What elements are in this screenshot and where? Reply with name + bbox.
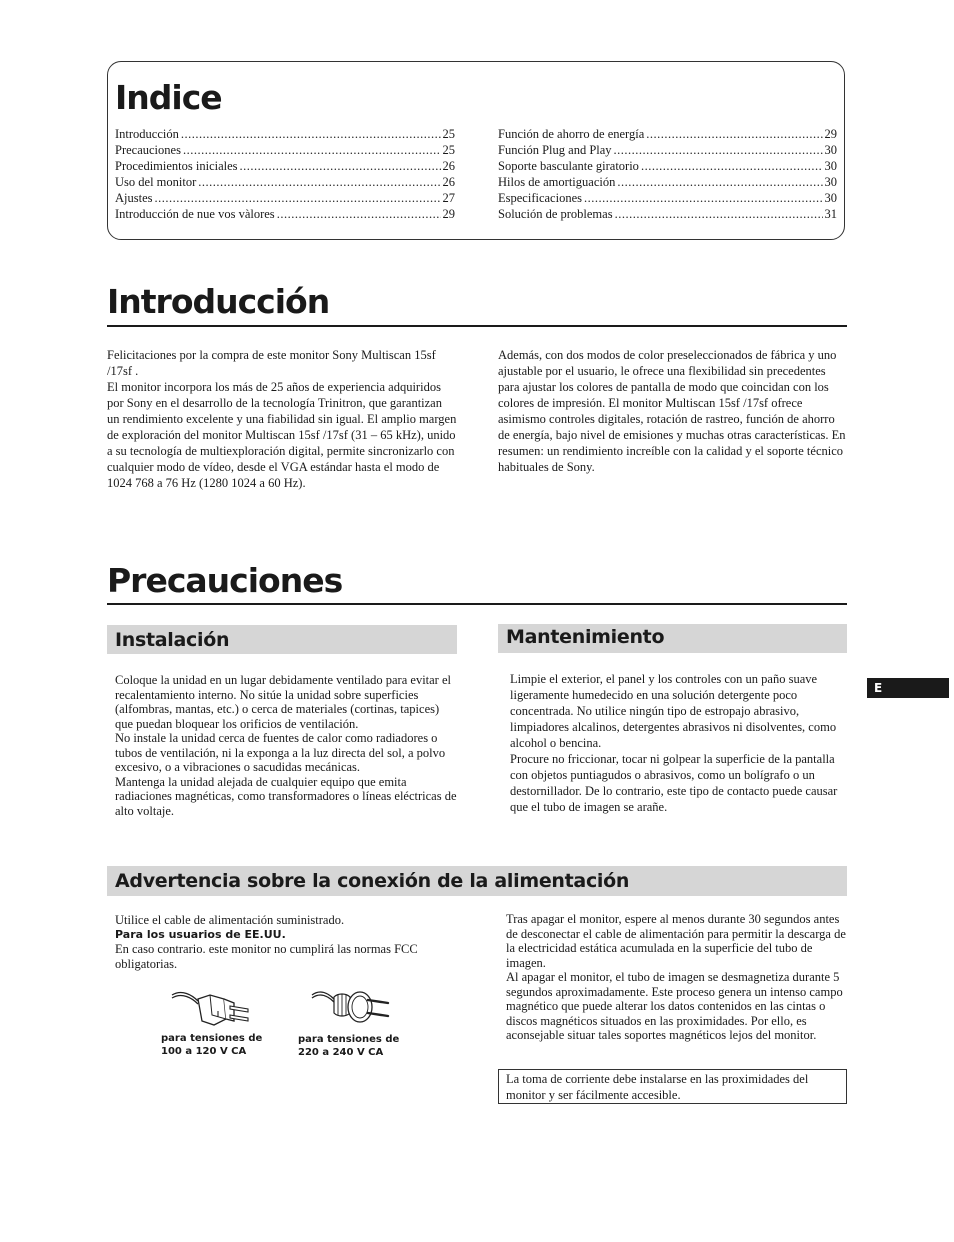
toc-entry[interactable] bbox=[115, 126, 455, 142]
eu-plug-caption-line: 220 a 240 V CA bbox=[298, 1047, 384, 1058]
installation-text bbox=[115, 673, 460, 818]
installation-heading: Instalación bbox=[115, 629, 230, 651]
toc-entry-page: 31 bbox=[824, 207, 837, 221]
toc-entry[interactable] bbox=[115, 158, 455, 174]
installation-heading-bar bbox=[107, 625, 457, 654]
intro-right-text bbox=[498, 347, 848, 475]
toc-entry[interactable] bbox=[498, 126, 837, 142]
maintenance-paragraph: Procure no friccionar, tocar ni golpear la superficie de la pantalla con objetos puntiagudos o abrasivos, como un bolígrafo o un destornillador. De lo contrario, este tipo de contacto puede causar que el tubo de imagen se arañe. bbox=[510, 752, 838, 814]
us-plug-icon bbox=[168, 985, 268, 1033]
toc-left-column bbox=[115, 126, 455, 222]
toc-entry-label: Función Plug and Play bbox=[498, 143, 612, 157]
power-paragraph: Tras apagar el monitor, espere al menos durante 30 segundos antes de desconectar el cable de alimentación para permitir la descarga de la electricidad estática acumulada en la superficie del tubo de imagen. bbox=[506, 912, 846, 970]
toc-leader-dots bbox=[614, 142, 823, 158]
eu-plug-caption-line: para tensiones de bbox=[298, 1034, 400, 1045]
outlet-notice-text: La toma de corriente debe instalarse en las proximidades del monitor y ser fácilmente accesible. bbox=[506, 1072, 809, 1102]
toc-entry-page: 27 bbox=[442, 191, 455, 205]
outlet-notice-box bbox=[498, 1069, 847, 1104]
us-plug-caption-line: 100 a 120 V CA bbox=[161, 1046, 247, 1057]
toc-entry-label: Precauciones bbox=[115, 143, 181, 157]
toc-leader-dots bbox=[646, 126, 822, 142]
toc-entry-label: Uso del monitor bbox=[115, 175, 197, 189]
maintenance-paragraph: Limpie el exterior, el panel y los controles con un paño suave ligeramente humedecido en una solución detergente poco concentrada. No utilice ningún tipo de estropajo abrasivo, limpiadores alcalinos, detergentes abrasivos ni disolventes, como alcohol o bencina. bbox=[510, 672, 837, 750]
maintenance-heading-bar bbox=[498, 624, 847, 653]
toc-entry-page: 29 bbox=[442, 207, 455, 221]
toc-leader-dots bbox=[181, 126, 441, 142]
power-right-text bbox=[506, 912, 846, 1043]
toc-entry[interactable] bbox=[498, 174, 837, 190]
eu-plug-caption bbox=[298, 1033, 399, 1059]
toc-entry-page: 25 bbox=[442, 127, 455, 141]
precautions-title: Precauciones bbox=[107, 561, 343, 600]
maintenance-text bbox=[510, 671, 847, 815]
toc-entry-page: 30 bbox=[824, 143, 837, 157]
toc-entry[interactable] bbox=[498, 190, 837, 206]
toc-entry[interactable] bbox=[498, 158, 837, 174]
toc-entry-page: 30 bbox=[824, 159, 837, 173]
installation-paragraph: Coloque la unidad en un lugar debidamente ventilado para evitar el recalentamiento interno. No sitúe la unidad sobre superficies (alfombras, mantas, etc.) o cerca de materiales (cortinas, tapices) que puedan bloquear los orificios de ventilación. bbox=[115, 673, 451, 731]
power-heading: Advertencia sobre la conexión de la alimentación bbox=[115, 870, 630, 892]
section-divider bbox=[107, 325, 847, 327]
toc-entry[interactable] bbox=[498, 142, 837, 158]
toc-leader-dots bbox=[641, 158, 823, 174]
toc-entry-page: 29 bbox=[824, 127, 837, 141]
toc-leader-dots bbox=[183, 142, 441, 158]
toc-entry-label: Introducción de nue vos vàlores bbox=[115, 207, 275, 221]
power-text-line: En caso contrario. este monitor no cumplirá las normas FCC obligatorias. bbox=[115, 942, 418, 971]
toc-leader-dots bbox=[155, 190, 441, 206]
toc-entry-page: 30 bbox=[824, 175, 837, 189]
toc-entry[interactable] bbox=[115, 142, 455, 158]
toc-entry-label: Procedimientos iniciales bbox=[115, 159, 238, 173]
toc-leader-dots bbox=[240, 158, 441, 174]
installation-paragraph: Mantenga la unidad alejada de cualquier equipo que emita radiaciones magnéticas, como transformadores o líneas eléctricas de alto voltaje. bbox=[115, 774, 457, 818]
toc-entry-label: Ajustes bbox=[115, 191, 153, 205]
toc-entry[interactable] bbox=[498, 206, 837, 222]
power-paragraph: Al apagar el monitor, el tubo de imagen se desmagnetiza durante 5 segundos aproximadamente. Este proceso genera un intenso campo magnético que puede alterar los datos contenidos en las cintas o discos magnéticos situados en las proximidades. Por ello, es aconsejable situar tales soportes magnéticos lejos del monitor. bbox=[506, 970, 843, 1042]
toc-leader-dots bbox=[617, 174, 822, 190]
us-plug-caption bbox=[161, 1032, 262, 1058]
maintenance-heading: Mantenimiento bbox=[506, 626, 665, 648]
toc-entry-page: 26 bbox=[442, 175, 455, 189]
toc-leader-dots bbox=[277, 206, 441, 222]
toc-entry-label: Función de ahorro de energía bbox=[498, 127, 645, 141]
toc-leader-dots bbox=[615, 206, 823, 222]
toc-leader-dots bbox=[198, 174, 440, 190]
intro-paragraph: Además, con dos modos de color preseleccionados de fábrica y uno ajustable por el usuario, le ofrece una flexibilidad sin precedentes para ajustar los colores de pantalla de modo que coincidan con los colores de impresión. El monitor Multiscan 15sf /17sf ofrece asimismo controles digitales, rotación de rastreo, función de ahorro de energía, bajo nivel de emisiones y muchas otras características. En resumen: un rendimiento increíble con la calidad y el soporte técnico habituales de Sony. bbox=[498, 348, 846, 474]
intro-paragraph: El monitor incorpora los más de 25 años de experiencia adquiridos por Sony en el desarrollo de la tecnología Trinitron, que garantizan un rendimiento excelente y una fiabilidad sin igual. El amplio margen de exploración del monitor Multiscan 15sf /17sf (31 – 65 kHz), unido a su tecnología de multiexploración digital, permite sincronizarlo con cualquier modo de vídeo, desde el VGA estándar hasta el modo de 1024 768 a 76 Hz (1280 1024 a 60 Hz). bbox=[107, 380, 457, 490]
index-title: Indice bbox=[115, 78, 222, 117]
toc-leader-dots bbox=[584, 190, 823, 206]
us-plug-caption-line: para tensiones de bbox=[161, 1033, 263, 1044]
toc-right-column bbox=[498, 126, 837, 222]
intro-title: Introducción bbox=[107, 282, 330, 321]
toc-entry-label: Solución de problemas bbox=[498, 207, 613, 221]
power-text-line: Utilice el cable de alimentación suministrado. bbox=[115, 913, 345, 927]
toc-entry[interactable] bbox=[115, 174, 455, 190]
toc-entry-label: Especificaciones bbox=[498, 191, 582, 205]
language-tab: E bbox=[867, 678, 949, 698]
power-heading-bar bbox=[107, 866, 847, 896]
power-left-text bbox=[115, 913, 460, 971]
toc-entry-label: Introducción bbox=[115, 127, 179, 141]
toc-entry-label: Soporte basculante giratorio bbox=[498, 159, 639, 173]
intro-paragraph: Felicitaciones por la compra de este monitor Sony Multiscan 15sf /17sf . bbox=[107, 348, 436, 378]
toc-entry[interactable] bbox=[115, 206, 455, 222]
toc-entry[interactable] bbox=[115, 190, 455, 206]
toc-entry-page: 30 bbox=[824, 191, 837, 205]
section-divider bbox=[107, 603, 847, 605]
installation-paragraph: No instale la unidad cerca de fuentes de calor como radiadores o tubos de ventilación, ni la exponga a la luz directa del sol, a polvo excesivo, o a vibraciones o sacudidas mecánicas. bbox=[115, 731, 446, 774]
eu-plug-icon bbox=[308, 983, 408, 1031]
toc-entry-page: 25 bbox=[442, 143, 455, 157]
toc-entry-label: Hilos de amortiguación bbox=[498, 175, 616, 189]
us-users-note: Para los usuarios de EE.UU. bbox=[115, 927, 286, 941]
intro-left-text bbox=[107, 347, 457, 491]
toc-entry-page: 26 bbox=[442, 159, 455, 173]
